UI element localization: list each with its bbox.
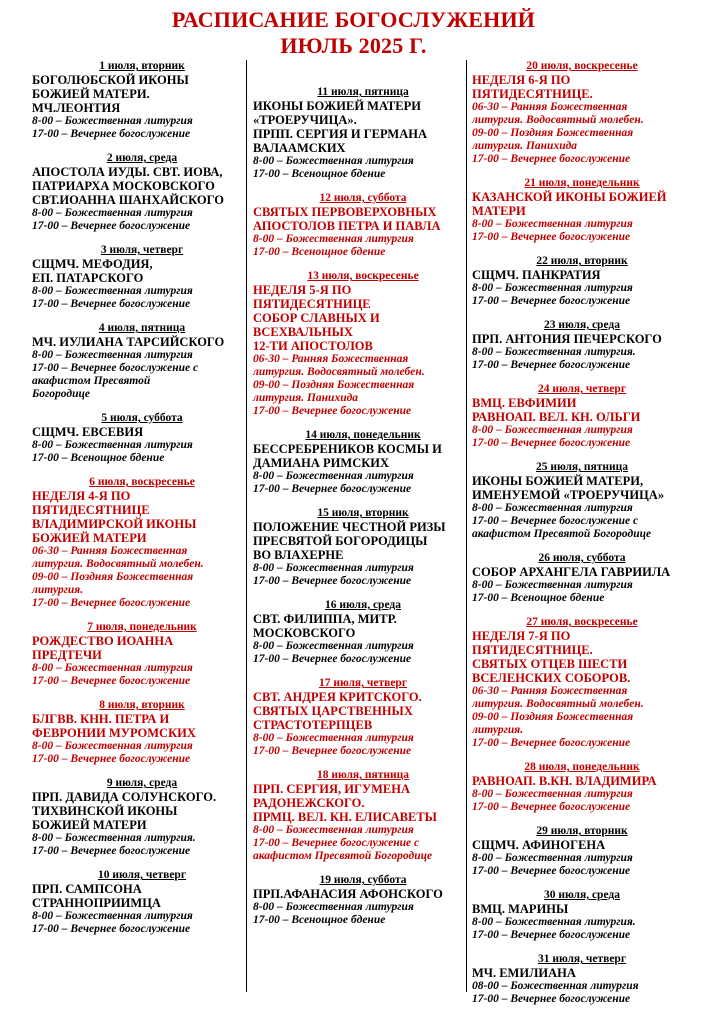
feast-name-line: НЕДЕЛЯ 7-Я ПО: [472, 629, 571, 643]
feast-name-line: СЩМЧ. ПАНКРАТИЯ: [472, 268, 601, 282]
entry-date: 5 июля, суббота: [101, 412, 183, 424]
schedule-entry: [253, 874, 473, 927]
feast-name-line: ЕП. ПАТАРСКОГО: [32, 271, 144, 285]
page-title: РАСПИСАНИЕ БОГОСЛУЖЕНИЙ: [171, 7, 536, 32]
entry-date: 1 июля, вторник: [99, 60, 185, 72]
service-line: 8-00 – Божественная литургия.: [472, 346, 636, 358]
entry-date: 18 июля, пятница: [316, 769, 410, 781]
service-line: 06-30 – Ранняя Божественная: [472, 101, 628, 113]
feast-name-line: БЛГВВ. КНН. ПЕТРА И: [32, 712, 170, 726]
service-line: 17-00 – Вечернее богослужение: [472, 865, 631, 877]
schedule-entry: [472, 953, 692, 1006]
service-line: акафистом Пресвятой Богородице: [253, 850, 433, 862]
service-line: 17-00 – Всенощное бдение: [472, 592, 605, 604]
schedule-entry: [472, 616, 692, 750]
service-line: литургия. Панихида: [253, 392, 359, 404]
service-line: 17-00 – Вечернее богослужение: [32, 675, 191, 687]
entry-date: 10 июля, четверг: [97, 869, 187, 881]
service-line: 17-00 – Вечернее богослужение: [472, 231, 631, 243]
schedule-entry: [472, 383, 692, 450]
service-line: 17-00 – Вечернее богослужение: [253, 405, 412, 417]
feast-name-line: ВСЕЛЕНСКИХ СОБОРОВ.: [472, 671, 631, 685]
schedule-entry: [472, 761, 692, 814]
feast-name-line: СВТ. АНДРЕЯ КРИТСКОГО.: [253, 690, 422, 704]
entry-date: 14 июля, понедельник: [305, 429, 421, 441]
entry-date: 8 июля, вторник: [99, 699, 185, 711]
service-line: 8-00 – Божественная литургия: [253, 732, 414, 744]
service-line: 17-00 – Вечернее богослужение: [253, 483, 412, 495]
feast-name-line: СВЯТЫХ ОТЦЕВ ШЕСТИ: [472, 657, 628, 671]
service-line: 8-00 – Божественная литургия: [253, 562, 414, 574]
schedule-entry: [32, 322, 252, 401]
schedule-entry: [32, 412, 252, 465]
schedule-entry: [472, 319, 692, 372]
feast-name-line: СВЯТЫХ ПЕРВОВЕРХОВНЫХ: [253, 205, 437, 219]
service-line: 8-00 – Божественная литургия: [253, 233, 414, 245]
schedule-entry: [253, 769, 473, 863]
feast-name-line: ПЯТИДЕСЯТНИЦЕ.: [472, 87, 593, 101]
feast-name-line: РАВНОАП. ВЕЛ. КН. ОЛЬГИ: [472, 410, 641, 424]
feast-name-line: «ТРОЕРУЧИЦА».: [253, 113, 357, 127]
service-line: 8-00 – Божественная литургия: [472, 282, 633, 294]
service-line: 8-00 – Божественная литургия: [472, 218, 633, 230]
feast-name-line: СЩМЧ. МЕФОДИЯ,: [32, 257, 153, 271]
feast-name-line: ПРМЦ. ВЕЛ. КН. ЕЛИСАВЕТЫ: [253, 810, 437, 824]
feast-name-line: МОСКОВСКОГО: [253, 626, 356, 640]
service-line: 8-00 – Божественная литургия: [32, 115, 193, 127]
feast-name-line: РАВНОАП. В.КН. ВЛАДИМИРА: [472, 774, 657, 788]
entry-date: 25 июля, пятница: [535, 461, 629, 473]
feast-name-line: СТРАННОПРИИМЦА: [32, 896, 161, 910]
service-line: 8-00 – Божественная литургия: [253, 155, 414, 167]
service-line: 8-00 – Божественная литургия: [253, 824, 414, 836]
feast-name-line: БОГОЛЮБСКОЙ ИКОНЫ: [32, 73, 189, 87]
service-line: литургия.: [32, 584, 84, 596]
entry-date: 22 июля, вторник: [536, 255, 628, 267]
entry-date: 2 июля, среда: [106, 152, 178, 164]
entry-date: 6 июля, воскресенье: [89, 476, 195, 488]
feast-name-line: СТРАСТОТЕРПЦЕВ: [253, 718, 373, 732]
service-line: 08-00 – Божественная литургия: [472, 980, 639, 992]
entry-date: 16 июля, среда: [325, 599, 401, 611]
schedule-entry: [32, 621, 252, 688]
service-line: 17-00 – Вечернее богослужение: [472, 737, 631, 749]
entry-date: 17 июля, четверг: [318, 677, 408, 689]
feast-name-line: ИМЕНУЕМОЙ «ТРОЕРУЧИЦА»: [472, 488, 665, 502]
service-line: 09-00 – Поздняя Божественная: [472, 711, 634, 723]
feast-name-line: РАДОНЕЖСКОГО.: [253, 796, 365, 810]
schedule-column-2: [253, 86, 473, 938]
feast-name-line: ВМЦ. ЕВФИМИИ: [472, 396, 577, 410]
service-line: 17-00 – Вечернее богослужение: [253, 745, 412, 757]
service-line: 17-00 – Всенощное бдение: [253, 246, 386, 258]
feast-name-line: СВТ.ИОАННА ШАНХАЙСКОГО: [32, 193, 224, 207]
service-line: 06-30 – Ранняя Божественная: [253, 353, 409, 365]
schedule-entry: [253, 270, 473, 418]
service-line: 8-00 – Божественная литургия: [32, 349, 193, 361]
schedule-entry: [253, 599, 473, 666]
entry-date: 24 июля, четверг: [537, 383, 627, 395]
feast-name-line: ПРП. ДАВИДА СОЛУНСКОГО.: [32, 790, 217, 804]
entry-date: 4 июля, пятница: [98, 322, 186, 334]
feast-name-line: ВМЦ. МАРИНЫ: [472, 902, 569, 916]
feast-name-line: МЧ. ЕМИЛИАНА: [472, 966, 576, 980]
schedule-entry: [32, 244, 252, 311]
service-line: литургия. Водосвятный молебен.: [32, 558, 204, 570]
feast-name-line: ПРЕСВЯТОЙ БОГОРОДИЦЫ: [253, 534, 428, 548]
service-line: 17-00 – Вечернее богослужение: [472, 153, 631, 165]
schedule-entry: [472, 889, 692, 942]
feast-name-line: ВАЛААМСКИХ: [253, 141, 346, 155]
service-line: 17-00 – Вечернее богослужение: [472, 801, 631, 813]
schedule-column-3: [472, 60, 692, 1017]
feast-name-line: СЩМЧ. ЕВСЕВИЯ: [32, 425, 144, 439]
schedule-entry: [472, 255, 692, 308]
service-line: 06-30 – Ранняя Божественная: [32, 545, 188, 557]
service-line: 8-00 – Божественная литургия: [32, 439, 193, 451]
service-line: 8-00 – Божественная литургия: [32, 662, 193, 674]
feast-name-line: СЩМЧ. АФИНОГЕНА: [472, 838, 606, 852]
service-line: 17-00 – Вечернее богослужение: [472, 295, 631, 307]
feast-name-line: ВСЕХВАЛЬНЫХ: [253, 325, 353, 339]
entry-date: 15 июля, вторник: [317, 507, 409, 519]
schedule-entry: [472, 825, 692, 878]
feast-name-line: МЧ.ЛЕОНТИЯ: [32, 101, 121, 115]
schedule-entry: [253, 86, 473, 181]
feast-name-line: ПАТРИАРХА МОСКОВСКОГО: [32, 179, 215, 193]
service-line: 8-00 – Божественная литургия: [472, 579, 633, 591]
feast-name-line: 12-ТИ АПОСТОЛОВ: [253, 339, 373, 353]
feast-name-line: СВТ. ФИЛИППА, МИТР.: [253, 612, 397, 626]
feast-name-line: НЕДЕЛЯ 4-Я ПО: [32, 489, 131, 503]
feast-name-line: ПРП.АФАНАСИЯ АФОНСКОГО: [253, 887, 443, 901]
entry-date: 21 июля, понедельник: [524, 177, 640, 189]
entry-date: 19 июля, суббота: [319, 874, 407, 886]
service-line: 8-00 – Божественная литургия: [32, 285, 193, 297]
service-line: 17-00 – Вечернее богослужение: [253, 575, 412, 587]
service-line: Богородице: [32, 388, 90, 400]
schedule-entry: [32, 869, 252, 936]
service-line: 17-00 – Всенощное бдение: [32, 452, 165, 464]
feast-name-line: КАЗАНСКОЙ ИКОНЫ БОЖИЕЙ: [472, 190, 667, 204]
entry-date: 20 июля, воскресенье: [526, 60, 638, 72]
feast-name-line: ПЯТИДЕСЯТНИЦЕ.: [472, 643, 593, 657]
entry-date: 13 июля, воскресенье: [307, 270, 419, 282]
entry-date: 9 июля, среда: [106, 777, 178, 789]
service-line: 17-00 – Всенощное бдение: [253, 914, 386, 926]
service-line: 17-00 – Вечернее богослужение: [32, 298, 191, 310]
entry-date: 26 июля, суббота: [538, 552, 626, 564]
service-line: 17-00 – Вечернее богослужение: [472, 929, 631, 941]
schedule-entry: [253, 507, 473, 588]
service-line: акафистом Пресвятой Богородице: [472, 528, 652, 540]
entry-date: 29 июля, вторник: [536, 825, 628, 837]
schedule-entry: [253, 677, 473, 758]
service-line: 09-00 – Поздняя Божественная: [253, 379, 415, 391]
entry-date: 28 июля, понедельник: [524, 761, 640, 773]
schedule-column-1: [32, 60, 252, 947]
schedule-entry: [32, 699, 252, 766]
feast-name-line: АПОСТОЛА ИУДЫ. СВТ. ИОВА,: [32, 165, 223, 179]
entry-date: 30 июля, среда: [544, 889, 620, 901]
feast-name-line: СОБОР АРХАНГЕЛА ГАВРИИЛА: [472, 565, 671, 579]
service-line: акафистом Пресвятой: [32, 375, 151, 387]
schedule-entry: [472, 177, 692, 244]
feast-name-line: ФЕВРОНИИ МУРОМСКИХ: [32, 726, 196, 740]
service-line: 8-00 – Божественная литургия: [472, 424, 633, 436]
schedule-entry: [472, 461, 692, 541]
feast-name-line: БЕССРЕБРЕНИКОВ КОСМЫ И: [253, 442, 442, 456]
service-line: литургия. Водосвятный молебен.: [253, 366, 425, 378]
service-line: 17-00 – Вечернее богослужение: [32, 128, 191, 140]
service-line: 17-00 – Вечернее богослужение: [472, 359, 631, 371]
service-line: 17-00 – Вечернее богослужение с: [32, 362, 199, 374]
schedule-entry: [32, 777, 252, 858]
feast-name-line: ПОЛОЖЕНИЕ ЧЕСТНОЙ РИЗЫ: [253, 520, 446, 534]
schedule-entry: [472, 60, 692, 166]
feast-name-line: СОБОР СЛАВНЫХ И: [253, 311, 380, 325]
service-line: 8-00 – Божественная литургия: [32, 207, 193, 219]
feast-name-line: БОЖИЕЙ МАТЕРИ: [32, 531, 147, 545]
feast-name-line: ПЯТИДЕСЯТНИЦЕ: [253, 297, 371, 311]
page-subtitle: ИЮЛЬ 2025 Г.: [280, 33, 427, 58]
service-line: 17-00 – Вечернее богослужение: [472, 993, 631, 1005]
service-line: 17-00 – Вечернее богослужение: [472, 437, 631, 449]
service-line: 8-00 – Божественная литургия: [472, 788, 633, 800]
entry-date: 7 июля, понедельник: [87, 621, 197, 633]
entry-date: 23 июля, среда: [544, 319, 620, 331]
feast-name-line: ВО ВЛАХЕРНЕ: [253, 548, 344, 562]
service-line: 09-00 – Поздняя Божественная: [32, 571, 194, 583]
feast-name-line: НЕДЕЛЯ 6-Я ПО: [472, 73, 571, 87]
feast-name-line: ВЛАДИМИРСКОЙ ИКОНЫ: [32, 517, 197, 531]
schedule-entry: [253, 429, 473, 496]
feast-name-line: СВЯТЫХ ЦАРСТВЕННЫХ: [253, 704, 413, 718]
feast-name-line: ИКОНЫ БОЖИЕЙ МАТЕРИ: [253, 99, 421, 113]
feast-name-line: ПРП. САМПСОНА: [32, 882, 142, 896]
service-line: литургия.: [472, 724, 524, 736]
feast-name-line: ДАМИАНА РИМСКИХ: [253, 456, 390, 470]
feast-name-line: МАТЕРИ: [472, 204, 526, 218]
service-line: 8-00 – Божественная литургия: [32, 910, 193, 922]
entry-date: 31 июля, четверг: [537, 953, 627, 965]
service-line: 8-00 – Божественная литургия: [253, 470, 414, 482]
feast-name-line: ПЯТИДЕСЯТНИЦЕ: [32, 503, 150, 517]
service-line: литургия. Водосвятный молебен.: [472, 698, 644, 710]
feast-name-line: ПРПП. СЕРГИЯ И ГЕРМАНА: [253, 127, 427, 141]
entry-date: 11 июля, пятница: [317, 86, 409, 98]
service-line: 17-00 – Вечернее богослужение: [32, 923, 191, 935]
feast-name-line: ПРП. СЕРГИЯ, ИГУМЕНА: [253, 782, 411, 796]
feast-name-line: РОЖДЕСТВО ИОАННА: [32, 634, 174, 648]
service-line: 8-00 – Божественная литургия: [32, 740, 193, 752]
service-line: 17-00 – Вечернее богослужение: [32, 845, 191, 857]
service-line: 09-00 – Поздняя Божественная: [472, 127, 634, 139]
entry-date: 3 июля, четверг: [100, 244, 184, 256]
service-line: 06-30 – Ранняя Божественная: [472, 685, 628, 697]
service-line: 17-00 – Вечернее богослужение: [32, 753, 191, 765]
service-line: 17-00 – Вечернее богослужение с: [253, 837, 420, 849]
service-line: 17-00 – Вечернее богослужение с: [472, 515, 639, 527]
service-line: 17-00 – Вечернее богослужение: [32, 220, 191, 232]
service-line: 8-00 – Божественная литургия: [253, 640, 414, 652]
feast-name-line: ТИХВИНСКОЙ ИКОНЫ: [32, 804, 178, 818]
feast-name-line: МЧ. ИУЛИАНА ТАРСИЙСКОГО: [32, 335, 225, 349]
service-line: 17-00 – Вечернее богослужение: [253, 653, 412, 665]
feast-name-line: АПОСТОЛОВ ПЕТРА И ПАВЛА: [253, 219, 441, 233]
schedule-entry: [472, 552, 692, 605]
service-line: литургия. Водосвятный молебен.: [472, 114, 644, 126]
service-line: 17-00 – Всенощное бдение: [253, 168, 386, 180]
schedule-entry: [253, 192, 473, 259]
service-line: 8-00 – Божественная литургия: [472, 502, 633, 514]
schedule-entry: [32, 476, 252, 610]
entry-date: 12 июля, суббота: [319, 192, 407, 204]
feast-name-line: БОЖИЕЙ МАТЕРИ.: [32, 87, 150, 101]
service-line: 8-00 – Божественная литургия.: [32, 832, 196, 844]
service-line: 8-00 – Божественная литургия: [472, 852, 633, 864]
schedule-entry: [32, 152, 252, 233]
feast-name-line: БОЖИЕЙ МАТЕРИ: [32, 818, 147, 832]
service-line: литургия. Панихида: [472, 140, 578, 152]
feast-name-line: НЕДЕЛЯ 5-Я ПО: [253, 283, 352, 297]
service-line: 17-00 – Вечернее богослужение: [32, 597, 191, 609]
feast-name-line: ПРЕДТЕЧИ: [32, 648, 102, 662]
entry-date: 27 июля, воскресенье: [526, 616, 638, 628]
service-line: 8-00 – Божественная литургия: [253, 901, 414, 913]
schedule-entry: [32, 60, 252, 141]
service-line: 8-00 – Божественная литургия.: [472, 916, 636, 928]
feast-name-line: ПРП. АНТОНИЯ ПЕЧЕРСКОГО: [472, 332, 662, 346]
feast-name-line: ИКОНЫ БОЖИЕЙ МАТЕРИ,: [472, 474, 644, 488]
